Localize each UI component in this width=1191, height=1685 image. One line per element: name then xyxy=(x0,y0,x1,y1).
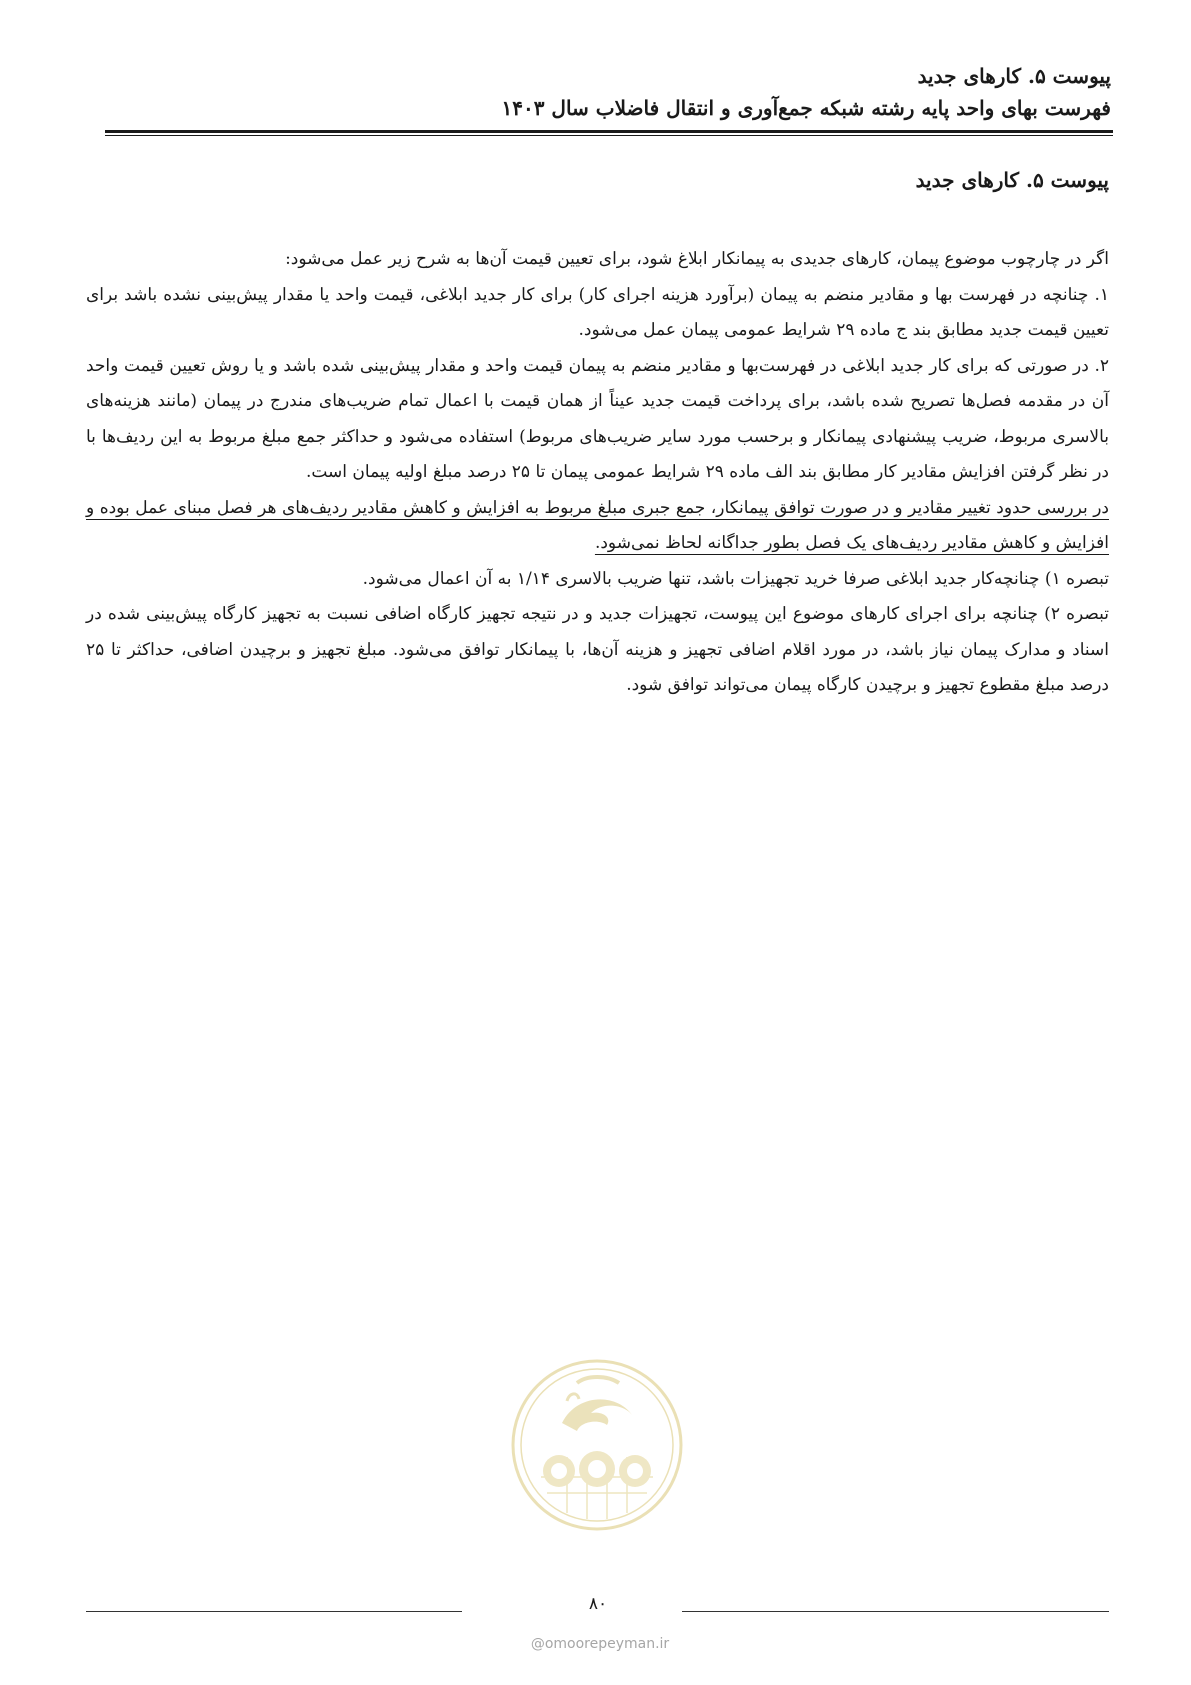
clause-1-paragraph: ۱. چنانچه در فهرست بها و مقادیر منضم به پیمان (برآورد هزینه اجرای کار) برای کار جدید ابلاغی، قیمت واحد یا مقدار پیش‌بینی نشده باشد برای تعیین قیمت جدید مطابق بند ج ماده ۲۹ شرایط عمومی پیمان عمل می‌شود. xyxy=(86,284,1109,340)
website-link[interactable]: @omoorepeyman.ir xyxy=(530,1636,670,1652)
header-document-title: فهرست بهای واحد پایه رشته شبکه جمع‌آوری و انتقال فاضلاب سال ۱۴۰۳ xyxy=(501,96,1111,120)
note-1-paragraph: تبصره ۱) چنانچه‌کار جدید ابلاغی صرفا خرید تجهیزات باشد، تنها ضریب بالاسری ۱/۱۴ به آن اعمال می‌شود. xyxy=(362,568,1109,589)
page-number: ۸۰ xyxy=(588,1594,608,1614)
footer-rule-right xyxy=(682,1611,1109,1612)
header-divider-thick xyxy=(105,130,1113,133)
header-divider xyxy=(105,130,1113,136)
note-2-paragraph: تبصره ۲) چنانچه برای اجرای کارهای موضوع این پیوست، تجهیزات جدید و در نتیجه تجهیز کارگاه اضافی نسبت به تجهیز کارگاه پیش‌بینی شده در اسناد و مدارک پیمان نیاز باشد، در مورد اقلام اضافی تجهیز و هزینه آن‌ها، با پیمانکار توافق می‌شود. مبلغ تجهیز و برچیدن اضافی، حداکثر تا ۲۵ درصد مبلغ مقطوع تجهیز و برچیدن کارگاه پیمان می‌تواند توافق شود. xyxy=(86,604,1109,695)
page-header xyxy=(105,60,1111,124)
section-title: پیوست ۵. کارهای جدید xyxy=(915,168,1109,192)
omoore-peyman-logo-icon xyxy=(507,1353,687,1538)
body-text xyxy=(86,242,1109,704)
header-appendix-title: پیوست ۵. کارهای جدید xyxy=(917,64,1111,88)
intro-paragraph: اگر در چارچوب موضوع پیمان، کارهای جدیدی به پیمانکار ابلاغ شود، برای تعیین قیمت آن‌ها به شرح زیر عمل می‌شود: xyxy=(285,249,1109,269)
clause-2-paragraph: ۲. در صورتی که برای کار جدید ابلاغی در فهرست‌بها و مقادیر منضم به پیمان قیمت واحد و مقدار پیش‌بینی شده باشد و یا روش تعیین قیمت واحد آن در مقدمه فصل‌ها تصریح شده باشد، برای پرداخت قیمت جدید عیناً از همان قیمت با اعمال تمام ضریب‌های مندرج در پیمان (مانند هزینه‌های بالاسری مربوط، ضریب پیشنهادی پیمانکار و برحسب مورد سایر ضریب‌های مربوط) استفاده می‌شود و حداکثر جمع مبلغ مربوط به این ردیف‌ها با در نظر گرفتن افزایش مقادیر کار مطابق بند الف ماده ۲۹ شرایط عمومی پیمان تا ۲۵ درصد مبلغ اولیه پیمان است. xyxy=(86,355,1109,482)
underlined-paragraph: در بررسی حدود تغییر مقادیر و در صورت توافق پیمانکار، جمع جبری مبلغ مربوط به افزایش و کاهش مقادیر ردیف‌های هر فصل مبنای عمل بوده و افزایش و کاهش مقادیر ردیف‌های یک فصل بطور جداگانه لحاظ نمی‌شود. xyxy=(86,497,1109,553)
footer-rule-left xyxy=(86,1611,462,1612)
header-divider-thin xyxy=(105,135,1113,136)
